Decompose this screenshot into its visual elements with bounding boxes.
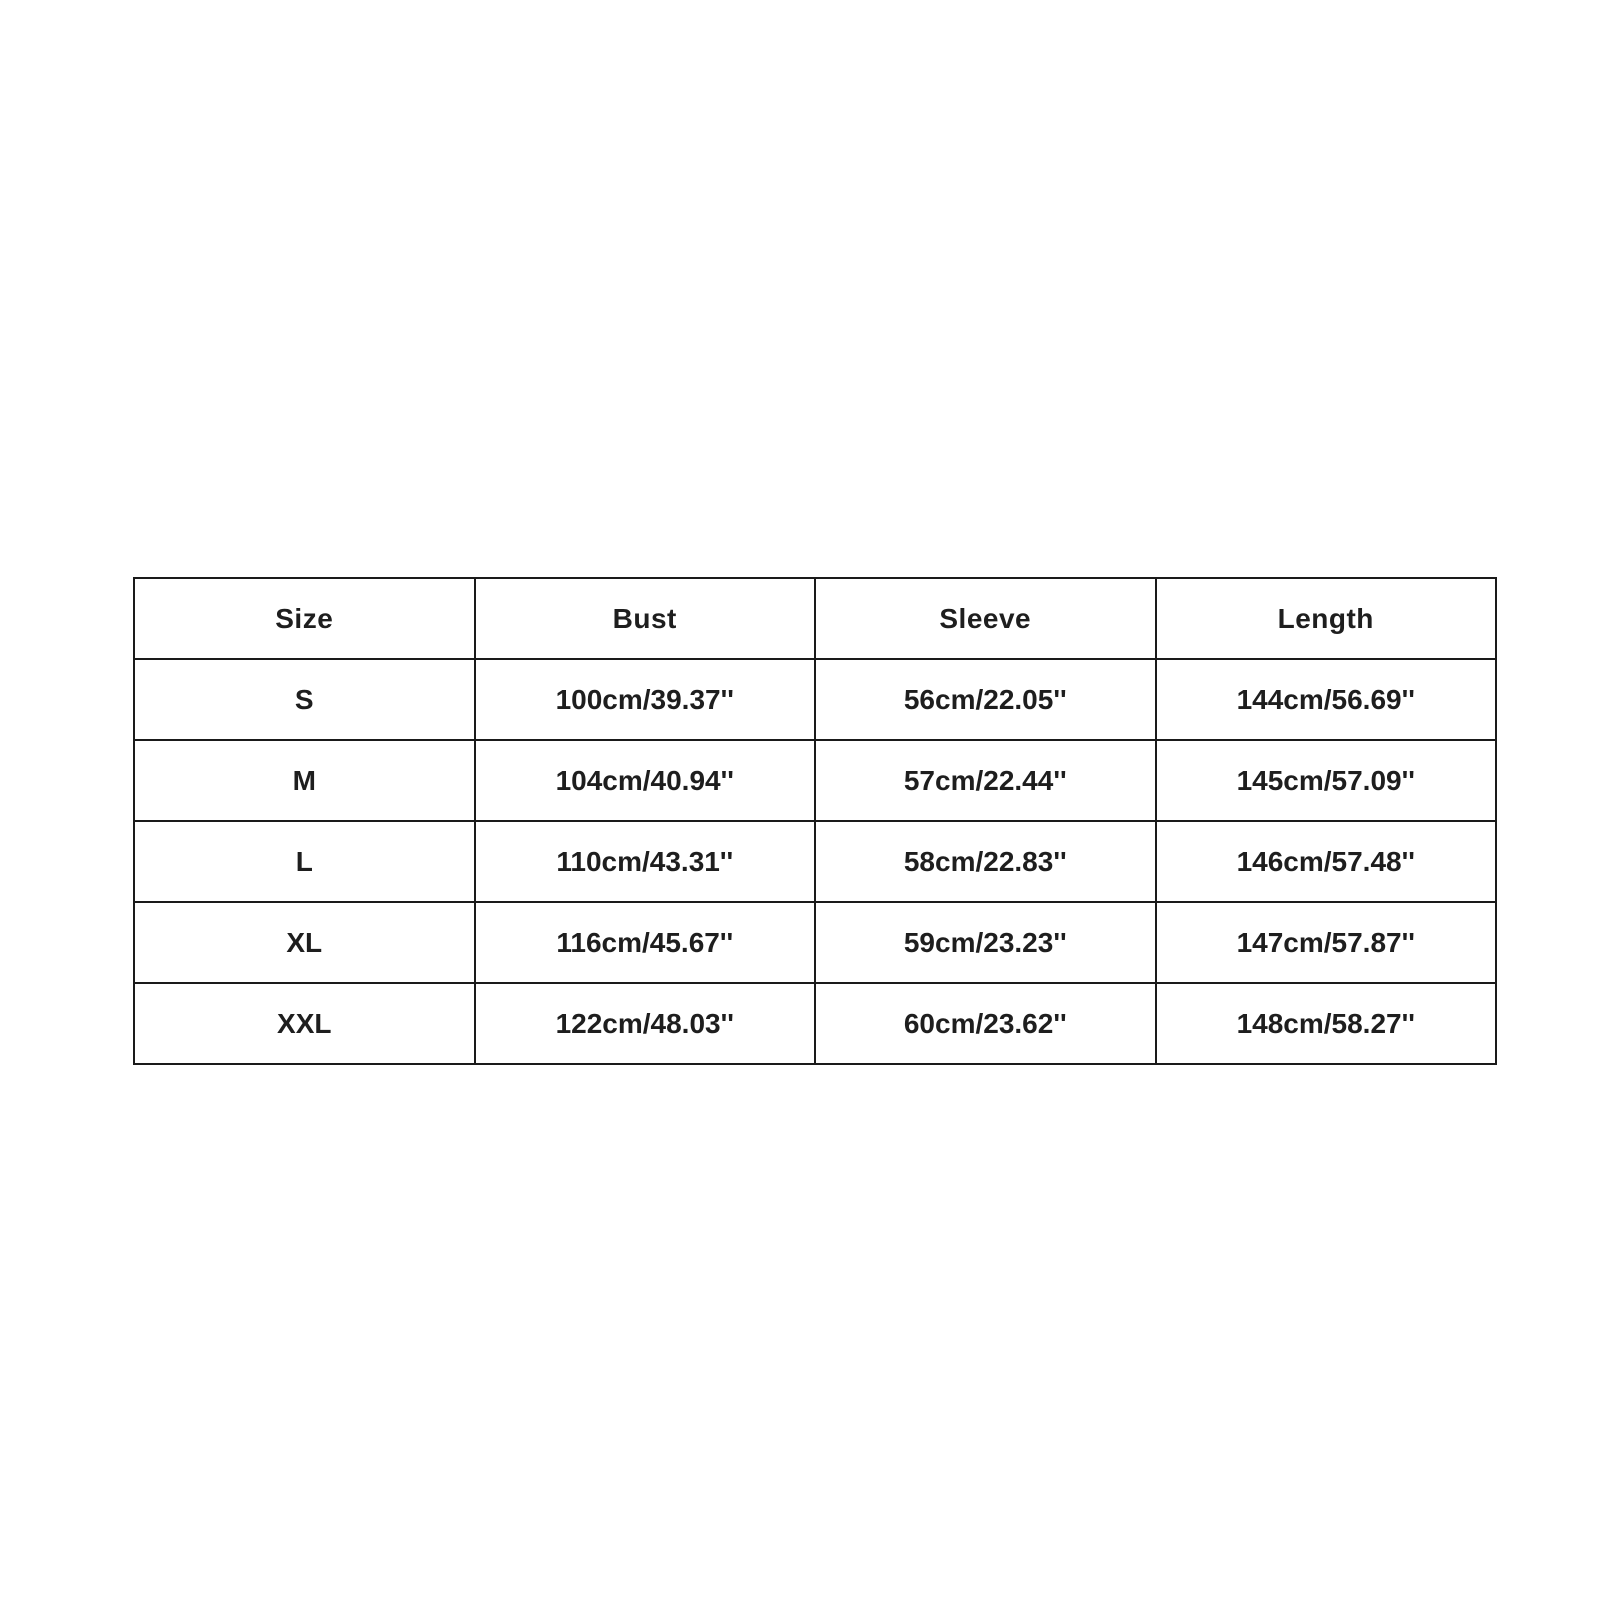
cell-size: L: [134, 821, 475, 902]
cell-sleeve: 58cm/22.83'': [815, 821, 1156, 902]
header-size: Size: [134, 578, 475, 659]
cell-bust: 100cm/39.37'': [475, 659, 816, 740]
table-row: [134, 983, 1496, 1064]
cell-length: 147cm/57.87'': [1156, 902, 1497, 983]
cell-length: 148cm/58.27'': [1156, 983, 1497, 1064]
cell-size: XXL: [134, 983, 475, 1064]
cell-sleeve: 57cm/22.44'': [815, 740, 1156, 821]
cell-bust: 104cm/40.94'': [475, 740, 816, 821]
table-row: [134, 902, 1496, 983]
cell-length: 144cm/56.69'': [1156, 659, 1497, 740]
size-chart-table: [133, 577, 1497, 1065]
cell-length: 146cm/57.48'': [1156, 821, 1497, 902]
cell-size: M: [134, 740, 475, 821]
cell-bust: 110cm/43.31'': [475, 821, 816, 902]
header-sleeve: Sleeve: [815, 578, 1156, 659]
cell-sleeve: 60cm/23.62'': [815, 983, 1156, 1064]
size-chart-body: [134, 659, 1496, 1064]
table-row: [134, 821, 1496, 902]
cell-sleeve: 56cm/22.05'': [815, 659, 1156, 740]
table-row: [134, 659, 1496, 740]
cell-size: XL: [134, 902, 475, 983]
size-chart-header: [134, 578, 1496, 659]
cell-length: 145cm/57.09'': [1156, 740, 1497, 821]
header-row: [134, 578, 1496, 659]
cell-size: S: [134, 659, 475, 740]
cell-bust: 116cm/45.67'': [475, 902, 816, 983]
table-row: [134, 740, 1496, 821]
cell-bust: 122cm/48.03'': [475, 983, 816, 1064]
cell-sleeve: 59cm/23.23'': [815, 902, 1156, 983]
header-length: Length: [1156, 578, 1497, 659]
header-bust: Bust: [475, 578, 816, 659]
